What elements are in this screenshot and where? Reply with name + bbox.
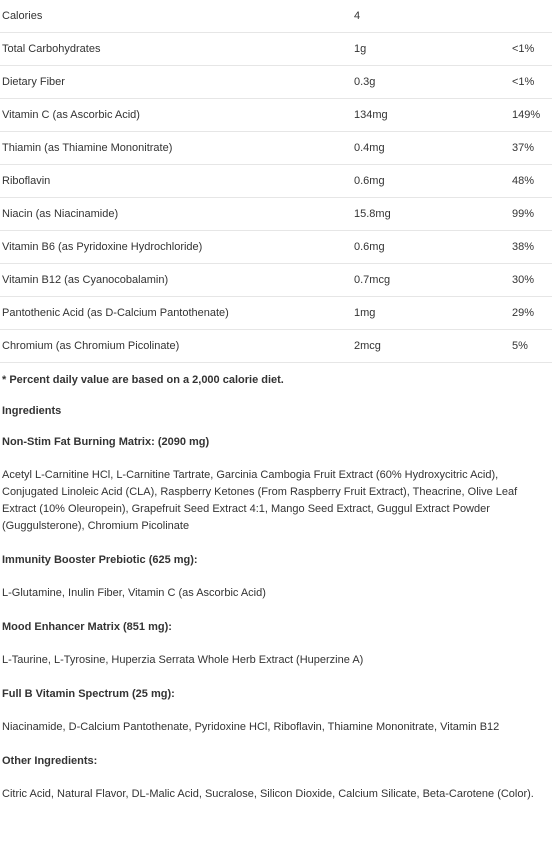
nutrient-amount: 0.7mcg xyxy=(352,264,508,297)
nutrient-amount: 4 xyxy=(352,0,508,33)
nutrient-amount: 1g xyxy=(352,33,508,66)
section-text: L-Taurine, L-Tyrosine, Huperzia Serrata Whole Herb Extract (Huperzine A) xyxy=(2,654,364,666)
table-row xyxy=(0,0,552,33)
nutrient-name: Chromium (as Chromium Picolinate) xyxy=(0,330,352,363)
ingredients-content xyxy=(0,374,552,803)
nutrient-daily-value: 30% xyxy=(508,264,552,297)
nutrient-amount: 15.8mg xyxy=(352,198,508,231)
nutrient-daily-value: <1% xyxy=(508,66,552,99)
nutrient-amount: 134mg xyxy=(352,99,508,132)
nutrient-name: Vitamin C (as Ascorbic Acid) xyxy=(0,99,352,132)
section-text: L-Glutamine, Inulin Fiber, Vitamin C (as Ascorbic Acid) xyxy=(2,587,266,599)
table-row xyxy=(0,198,552,231)
nutrient-name: Vitamin B12 (as Cyanocobalamin) xyxy=(0,264,352,297)
table-row xyxy=(0,264,552,297)
nutrient-daily-value: 149% xyxy=(508,99,552,132)
section-title: Immunity Booster Prebiotic (625 mg): xyxy=(2,554,198,566)
table-row xyxy=(0,66,552,99)
nutrient-daily-value xyxy=(508,0,552,33)
nutrient-name: Niacin (as Niacinamide) xyxy=(0,198,352,231)
nutrient-daily-value: <1% xyxy=(508,33,552,66)
section-text: Citric Acid, Natural Flavor, DL-Malic Acid, Sucralose, Silicon Dioxide, Calcium Silicate, Beta-Carotene (Color). xyxy=(2,788,534,800)
nutrient-daily-value: 99% xyxy=(508,198,552,231)
nutrient-daily-value: 5% xyxy=(508,330,552,363)
nutrient-name: Riboflavin xyxy=(0,165,352,198)
nutrient-name: Vitamin B6 (as Pyridoxine Hydrochloride) xyxy=(0,231,352,264)
section-text: Acetyl L-Carnitine HCl, L-Carnitine Tartrate, Garcinia Cambogia Fruit Extract (60% Hydroxycitric Acid), Conjugated Linoleic Acid (CLA), Raspberry Ketones (From Raspberry Fruit Extract), Theacrine, Olive Leaf Extract (10% Oleuropein), Grapefruit Seed Extract 4:1, Mango Seed Extract, Guggul Extract Powder (Guggulsterone), Chromium Picolinate xyxy=(2,469,518,532)
table-row xyxy=(0,99,552,132)
nutrient-amount: 0.4mg xyxy=(352,132,508,165)
section-title: Non-Stim Fat Burning Matrix: (2090 mg) xyxy=(2,436,210,448)
section-title: Full B Vitamin Spectrum (25 mg): xyxy=(2,688,175,700)
nutrient-name: Total Carbohydrates xyxy=(0,33,352,66)
nutrient-amount: 0.3g xyxy=(352,66,508,99)
nutrient-name: Calories xyxy=(0,0,352,33)
nutrient-amount: 1mg xyxy=(352,297,508,330)
nutrient-name: Dietary Fiber xyxy=(0,66,352,99)
table-row xyxy=(0,297,552,330)
nutrition-table xyxy=(0,0,552,363)
ingredients-heading: Ingredients xyxy=(2,405,62,417)
nutrient-daily-value: 38% xyxy=(508,231,552,264)
section-text: Niacinamide, D-Calcium Pantothenate, Pyridoxine HCl, Riboflavin, Thiamine Mononitrate, Vitamin B12 xyxy=(2,721,500,733)
nutrient-daily-value: 37% xyxy=(508,132,552,165)
nutrient-daily-value: 48% xyxy=(508,165,552,198)
section-title: Mood Enhancer Matrix (851 mg): xyxy=(2,621,172,633)
nutrient-amount: 0.6mg xyxy=(352,231,508,264)
nutrient-name: Pantothenic Acid (as D-Calcium Pantothenate) xyxy=(0,297,352,330)
table-row xyxy=(0,231,552,264)
nutrient-daily-value: 29% xyxy=(508,297,552,330)
nutrient-name: Thiamin (as Thiamine Mononitrate) xyxy=(0,132,352,165)
table-row xyxy=(0,330,552,363)
daily-value-footnote: * Percent daily value are based on a 2,000 calorie diet. xyxy=(2,374,284,386)
table-row xyxy=(0,33,552,66)
section-title: Other Ingredients: xyxy=(2,755,98,767)
nutrient-amount: 2mcg xyxy=(352,330,508,363)
table-row xyxy=(0,165,552,198)
table-row xyxy=(0,132,552,165)
nutrient-amount: 0.6mg xyxy=(352,165,508,198)
